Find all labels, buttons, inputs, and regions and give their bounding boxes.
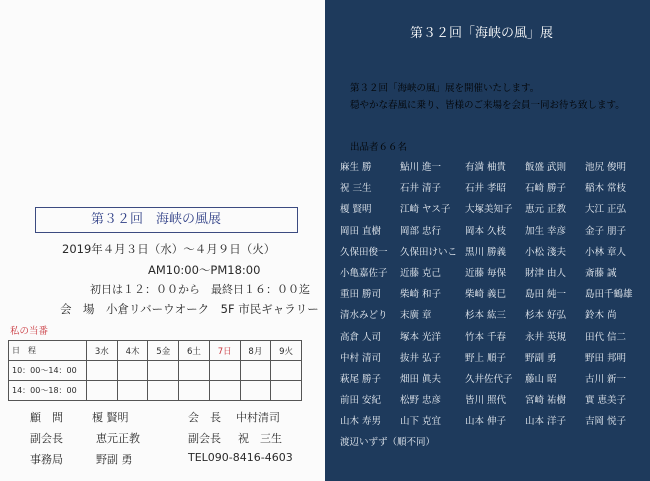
exhibitor-name: 久井佐代子 — [465, 373, 513, 385]
schedule-cell — [87, 381, 118, 401]
schedule-row-afternoon — [9, 381, 302, 401]
exhibitor-name: 重田 勝司 — [340, 289, 382, 301]
exhibitor-name: 岡田 直樹 — [340, 225, 382, 237]
venue: 会 場 小倉リバーウオーク 5F 市民ギャラリー — [60, 302, 319, 316]
schedule-header-row — [9, 341, 302, 361]
exhibitor-list — [340, 159, 640, 456]
exhibitor-name: 野上 順子 — [465, 352, 507, 364]
exhibitor-name: 野田 邦明 — [585, 352, 627, 364]
staff-role: 副会長 — [30, 432, 63, 445]
exhibitor-name: 金子 朋子 — [585, 225, 627, 237]
exhibitor-name: 山本 伸子 — [465, 416, 507, 428]
exhibitor-name: 小亀嘉佐子 — [340, 267, 388, 279]
exhibitor-name: 畑田 眞夫 — [400, 373, 442, 385]
staff-phone: TEL090-8416-4603 — [188, 451, 293, 464]
exhibitor-name: 斎藤 誠 — [585, 267, 617, 279]
schedule-row-morning — [9, 361, 302, 381]
exhibitor-name: 近藤 克己 — [400, 267, 442, 279]
exhibitor-name: 渡辺いずず（順不同） — [340, 437, 436, 449]
exhibitor-row — [340, 392, 640, 413]
staff-name: 野副 勇 — [96, 453, 133, 466]
exhibitor-name: 田代 信二 — [585, 331, 627, 343]
exhibitor-name: 久保田俊一 — [340, 246, 388, 258]
exhibitor-name: 鮎川 進一 — [400, 162, 442, 173]
schedule-cell — [117, 381, 148, 401]
exhibitor-name: 柴崎 義巳 — [465, 289, 507, 301]
exhibition-title-box — [35, 207, 298, 233]
exhibitor-name: 江崎 ヤス子 — [400, 204, 451, 216]
exhibitor-name: 榎 賢明 — [340, 204, 372, 216]
exhibitor-name: 大塚美知子 — [465, 204, 513, 216]
schedule-slot-label: 10：00～14：00 — [9, 361, 87, 381]
schedule-cell — [117, 361, 148, 381]
exhibitor-name: 岡部 忠行 — [400, 225, 442, 237]
exhibitor-name: 石崎 勝子 — [525, 183, 567, 195]
exhibitor-name: 萩尾 勝子 — [340, 373, 382, 385]
exhibitor-name: 野副 勇 — [525, 352, 557, 364]
exhibitor-name: 吉岡 悦子 — [585, 416, 627, 428]
staff-role: 副会長 — [188, 432, 221, 445]
staff-name: 榎 賢明 — [92, 411, 129, 424]
exhibitor-name: 飯盛 武則 — [525, 162, 567, 173]
first-last-day-times: 初日は１２：００から 最終日１６：００迄 — [90, 283, 310, 296]
schedule-cell — [209, 361, 240, 381]
exhibitor-name: 松野 忠彦 — [400, 395, 442, 407]
exhibition-dates: 2019年４月３日（水）～４月９日（火） — [62, 242, 276, 256]
exhibitor-name: 有満 柚貴 — [465, 162, 507, 173]
exhibitor-name: 柴崎 和子 — [400, 289, 442, 301]
exhibitor-row — [340, 350, 640, 371]
exhibitor-name: 抜井 弘子 — [400, 352, 442, 364]
exhibitor-name: 杉本 好弘 — [525, 310, 567, 322]
exhibitor-name: 塚本 光洋 — [400, 331, 442, 343]
exhibitor-row — [340, 265, 640, 286]
schedule-header-label: 日 程 — [9, 341, 87, 361]
duty-label: 私の当番 — [10, 326, 49, 337]
schedule-day: 5金 — [148, 341, 179, 361]
exhibitor-row — [340, 286, 640, 307]
exhibitor-row — [340, 413, 640, 434]
exhibitor-name: 石井 清子 — [400, 183, 442, 195]
announcement-title: 第３２回「海峡の風」展 — [410, 26, 554, 41]
exhibitor-name: 恵元 正教 — [525, 204, 567, 216]
opening-hours: AM10:00～PM18:00 — [148, 263, 261, 277]
exhibitor-row — [340, 307, 640, 328]
exhibitor-name: 山本 洋子 — [525, 416, 567, 428]
exhibitor-name: 財津 由人 — [525, 267, 567, 279]
staff-role: 会 長 — [188, 411, 221, 424]
schedule-cell — [271, 361, 302, 381]
schedule-cell — [209, 381, 240, 401]
exhibitor-name: 島田 純一 — [525, 289, 567, 301]
schedule-cell — [87, 361, 118, 381]
schedule-cell — [271, 381, 302, 401]
exhibitor-row — [340, 329, 640, 350]
exhibitor-name: 石井 孝昭 — [465, 183, 507, 195]
exhibitor-name: 小松 淺夫 — [525, 246, 567, 258]
exhibitor-row — [340, 371, 640, 392]
exhibitor-name: 小林 章人 — [585, 246, 627, 258]
schedule-cell — [240, 381, 271, 401]
announcement-paragraph: 第３２回「海峡の風」展を開催いたします。 — [350, 83, 540, 94]
exhibitors-label: 出品者６６名 — [350, 142, 408, 153]
exhibitor-name: 鈴木 尚 — [585, 310, 617, 322]
schedule-cell — [148, 361, 179, 381]
duty-schedule-table — [8, 340, 302, 401]
exhibitor-row — [340, 201, 640, 222]
announcement-paragraph: 穏やかな春風に乗り、皆様のご来場を会員一同お待ち致します。 — [350, 100, 625, 111]
exhibitor-row — [340, 180, 640, 201]
schedule-day-sunday: 7日 — [209, 341, 240, 361]
schedule-cell — [240, 361, 271, 381]
exhibitor-name: 永井 英規 — [525, 331, 567, 343]
exhibitor-name: 黒川 勝義 — [465, 246, 507, 258]
exhibitor-row — [340, 223, 640, 244]
exhibitor-name: 大江 正弘 — [585, 204, 627, 216]
exhibitor-row — [340, 159, 640, 180]
exhibitor-name: 高倉 人司 — [340, 331, 382, 343]
schedule-slot-label: 14：00～18：00 — [9, 381, 87, 401]
schedule-day: 9火 — [271, 341, 302, 361]
exhibitor-name: 稲木 常枝 — [585, 183, 627, 195]
exhibitor-name: 岡本 久枝 — [465, 225, 507, 237]
exhibitor-name: 清水みどり — [340, 310, 388, 322]
schedule-day: 4木 — [117, 341, 148, 361]
exhibitor-name: 加生 幸彦 — [525, 225, 567, 237]
staff-role: 顧 問 — [30, 411, 63, 424]
schedule-cell — [148, 381, 179, 401]
staff-name: 恵元正教 — [96, 432, 140, 445]
staff-name: 祝 三生 — [238, 432, 282, 445]
exhibitor-name: 山下 克宜 — [400, 416, 442, 428]
schedule-cell — [179, 381, 210, 401]
schedule-day: 8月 — [240, 341, 271, 361]
exhibitor-name: 末廣 章 — [400, 310, 432, 322]
exhibitor-name: 麻生 勝 — [340, 162, 372, 173]
schedule-cell — [179, 361, 210, 381]
exhibitor-name: 實 恵美子 — [585, 395, 627, 407]
exhibitor-row — [340, 434, 640, 455]
exhibitor-name: 山木 寿男 — [340, 416, 382, 428]
exhibitor-name: 藤山 昭 — [525, 373, 557, 385]
exhibitor-name: 島田千鶴雄 — [585, 289, 633, 301]
exhibitor-name: 古川 新一 — [585, 373, 627, 385]
schedule-day: 6土 — [179, 341, 210, 361]
staff-name: 中村清司 — [236, 411, 280, 424]
exhibitor-name: 竹本 千春 — [465, 331, 507, 343]
exhibitor-name: 前田 安紀 — [340, 395, 382, 407]
schedule-day: 3水 — [87, 341, 118, 361]
exhibitor-name: 中村 清司 — [340, 352, 382, 364]
exhibition-title: 第３２回 海峡の風展 — [91, 212, 222, 227]
exhibitor-name: 池尻 俊明 — [585, 162, 627, 173]
staff-role: 事務局 — [30, 453, 63, 466]
exhibitor-name: 杉本 紘三 — [465, 310, 507, 322]
exhibitor-name: 祝 三生 — [340, 183, 372, 195]
exhibitor-name: 宮崎 祐樹 — [525, 395, 567, 407]
exhibitor-row — [340, 244, 640, 265]
exhibitor-name: 久保田けいこ — [400, 246, 458, 258]
exhibitor-name: 近藤 毎保 — [465, 267, 507, 279]
exhibitor-name: 皆川 照代 — [465, 395, 507, 407]
